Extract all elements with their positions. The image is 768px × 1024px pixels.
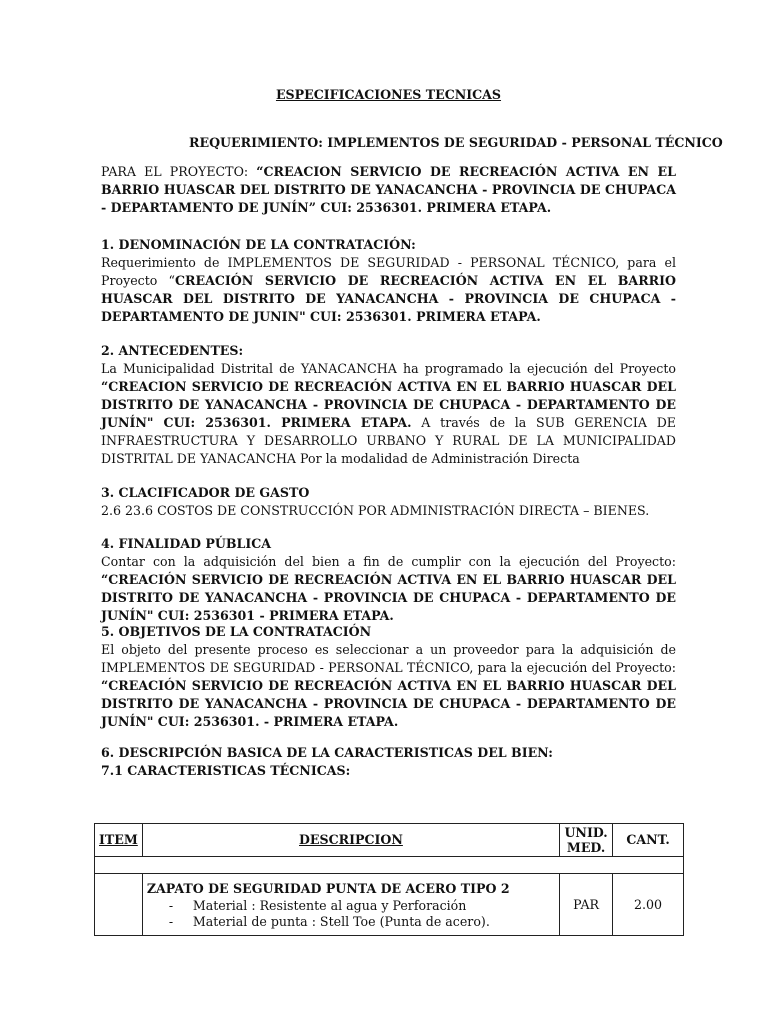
section-3 — [101, 484, 676, 520]
section-5 — [101, 623, 676, 731]
section-5-heading: 5. OBJETIVOS DE LA CONTRATACIÓN — [101, 624, 372, 639]
table-spacer-row — [95, 857, 684, 874]
table-header-row — [95, 824, 684, 857]
document-title: ESPECIFICACIONES TECNICAS — [275, 87, 502, 102]
section-2 — [101, 342, 676, 468]
unit-cell: PAR — [560, 874, 613, 936]
section-6-heading: 6. DESCRIPCIÓN BASICA DE LA CARACTERISTICAS DEL BIEN: — [101, 745, 553, 760]
description-cell — [142, 874, 559, 936]
section-4-text: Contar con la adquisición del bien a fin de cumplir con la ejecución del Proyecto: — [101, 554, 676, 569]
section-5-project: “CREACIÓN SERVICIO DE RECREACIÓN ACTIVA EN EL BARRIO HUASCAR DEL DISTRITO DE YANACANCHA - PROVINCIA DE CHUPACA - DEPARTAMENTO DE JUNÍN" CUI: 2536301. - PRIMERA ETAPA. — [101, 678, 676, 729]
table-row — [95, 874, 684, 936]
section-6 — [101, 744, 676, 780]
section-1-text: Requerimiento de IMPLEMENTOS DE SEGURIDAD - PERSONAL TÉCNICO, para el Proyecto “ — [101, 255, 676, 288]
section-4-project: “CREACIÓN SERVICIO DE RECREACIÓN ACTIVA EN EL BARRIO HUASCAR DEL DISTRITO DE YANACANCHA - PROVINCIA DE CHUPACA - DEPARTAMENTO DE JUNÍN" CUI: 2536301 - PRIMERA ETAPA. — [101, 572, 676, 623]
section-2-text-continued: A través de la SUB GERENCIA DE INFRAESTRUCTURA Y DESARROLLO URBANO Y RURAL DE LA MUNICIPALIDAD DISTRITAL DE YANACANCHA Por la modalidad de Administración Directa — [101, 415, 676, 466]
section-1-heading: 1. DENOMINACIÓN DE LA CONTRATACIÓN: — [101, 237, 416, 252]
section-2-text: La Municipalidad Distrital de YANACANCHA ha programado la ejecución del Proyecto — [101, 361, 676, 376]
header-descripcion: DESCRIPCION — [142, 824, 559, 857]
section-4-heading: 4. FINALIDAD PÚBLICA — [101, 536, 272, 551]
section-1-project: CREACIÓN SERVICIO DE RECREACIÓN ACTIVA EN EL BARRIO HUASCAR DEL DISTRITO DE YANACANCHA - PROVINCIA DE CHUPACA - DEPARTAMENTO DE JUNIN" CUI: 2536301. PRIMERA ETAPA. — [101, 273, 676, 324]
section-3-text: 2.6 23.6 COSTOS DE CONSTRUCCIÓN POR ADMINISTRACIÓN DIRECTA – BIENES. — [101, 503, 650, 518]
section-2-project: “CREACION SERVICIO DE RECREACIÓN ACTIVA EN EL BARRIO HUASCAR DEL DISTRITO DE YANACANCHA - PROVINCIA DE CHUPACA - DEPARTAMENTO DE JUNÍN" CUI: 2536301. PRIMERA ETAPA. — [101, 379, 676, 430]
item-cell — [95, 874, 143, 936]
intro-project-name: “CREACION SERVICIO DE RECREACIÓN ACTIVA EN EL BARRIO HUASCAR DEL DISTRITO DE YANACANCHA - PROVINCIA DE CHUPACA - DEPARTAMENTO DE JUNÍN” CUI: 2536301. PRIMERA ETAPA. — [101, 164, 676, 215]
requirement-heading: REQUERIMIENTO: IMPLEMENTOS DE SEGURIDAD - PERSONAL TÉCNICO — [189, 135, 723, 150]
qty-cell: 2.00 — [613, 874, 684, 936]
section-2-heading: 2. ANTECEDENTES: — [101, 343, 244, 358]
item-detail-1: - Material : Resistente al agua y Perforación — [147, 898, 555, 914]
section-6-subheading: 7.1 CARACTERISTICAS TÉCNICAS: — [101, 763, 351, 778]
item-title: ZAPATO DE SEGURIDAD PUNTA DE ACERO TIPO 2 — [146, 880, 510, 896]
section-3-heading: 3. CLACIFICADOR DE GASTO — [101, 485, 310, 500]
header-unid-med: UNID. MED. — [560, 824, 613, 857]
header-item: ITEM — [95, 824, 143, 857]
item-detail-2: - Material de punta : Stell Toe (Punta de acero). — [147, 914, 555, 930]
items-table — [94, 823, 684, 936]
section-5-text: El objeto del presente proceso es seleccionar a un proveedor para la adquisición de IMPLEMENTOS DE SEGURIDAD - PERSONAL TÉCNICO, para la ejecución del Proyecto: — [101, 642, 676, 675]
section-4 — [101, 535, 676, 625]
header-cant: CANT. — [613, 824, 684, 857]
section-1 — [101, 236, 676, 326]
spacer-cell — [95, 857, 684, 874]
project-intro — [101, 163, 676, 217]
intro-prefix: PARA EL PROYECTO: — [101, 164, 257, 179]
